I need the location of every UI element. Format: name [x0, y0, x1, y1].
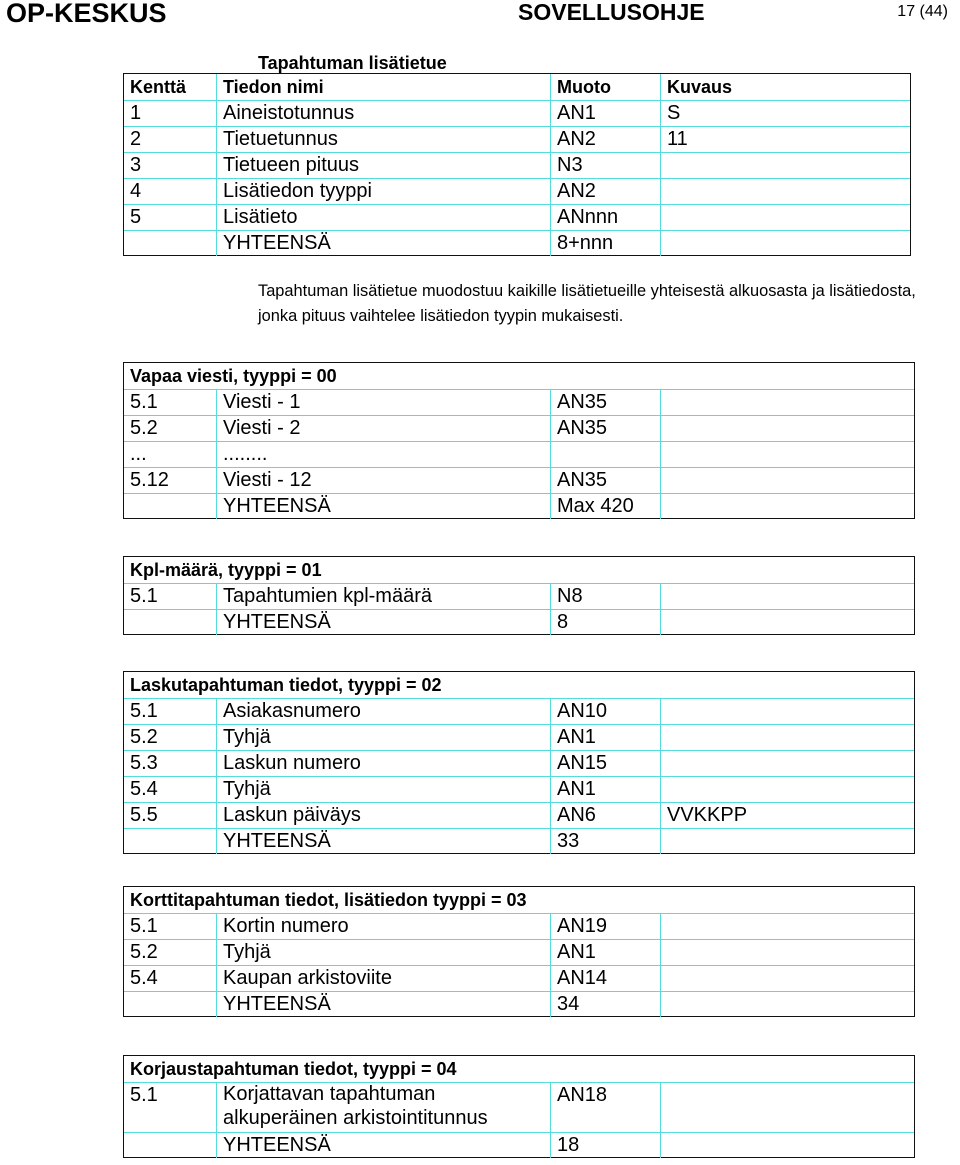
description-cell — [660, 1132, 914, 1158]
table-row — [124, 828, 914, 854]
field-name-cell: YHTEENSÄ — [216, 991, 550, 1017]
table-row — [124, 991, 914, 1017]
section-title-row — [124, 363, 914, 390]
field-no-cell — [124, 1132, 216, 1158]
description-cell — [660, 467, 914, 493]
field-no-cell: 5.4 — [130, 967, 158, 989]
section-table — [123, 362, 915, 519]
description-cell — [660, 776, 914, 802]
description-cell — [660, 389, 914, 415]
table-row — [124, 1082, 914, 1133]
field-name-cell: Tyhjä — [216, 939, 550, 965]
format-cell: AN18 — [550, 1082, 660, 1132]
field-name-cell: YHTEENSÄ — [216, 1132, 550, 1158]
table-row — [124, 415, 914, 442]
section-title-row — [124, 672, 914, 699]
description-paragraph: Tapahtuman lisätietue muodostuu kaikille lisätietueille yhteisestä alkuosasta ja lisätiedosta, jonka pituus vaihtelee lisätiedon tyypin mukaisesti. — [258, 282, 916, 325]
column-header: Kenttä — [130, 77, 187, 97]
format-cell: AN35 — [550, 467, 660, 493]
field-no-cell: 5.1 — [130, 915, 158, 937]
field-no-cell: 4 — [130, 180, 142, 202]
field-name-cell: YHTEENSÄ — [216, 609, 550, 635]
description-cell — [660, 991, 914, 1017]
field-no-cell: 5.5 — [130, 804, 158, 826]
section-title: Kpl-määrä, tyyppi = 01 — [130, 560, 322, 580]
section-title-row — [124, 887, 914, 914]
column-header: Tiedon nimi — [216, 74, 550, 100]
table-row — [124, 750, 914, 777]
description-cell — [660, 828, 914, 854]
table-row — [124, 204, 910, 231]
section-table — [123, 671, 915, 854]
format-cell: N8 — [550, 583, 660, 609]
field-no-cell: 5.1 — [130, 585, 158, 607]
format-cell: 33 — [550, 828, 660, 854]
field-no-cell: 5.2 — [130, 941, 158, 963]
table-row — [124, 724, 914, 751]
section-title: Korjaustapahtuman tiedot, tyyppi = 04 — [130, 1059, 457, 1079]
field-name-cell: Kaupan arkistoviite — [216, 965, 550, 991]
field-name-cell: Tietuetunnus — [216, 126, 550, 152]
description-cell — [660, 583, 914, 609]
format-cell: AN10 — [550, 698, 660, 724]
description-cell: VVKKPP — [660, 802, 914, 828]
format-cell: AN1 — [550, 939, 660, 965]
format-cell: AN19 — [550, 913, 660, 939]
section-table — [123, 556, 915, 635]
field-no-cell: 5 — [130, 206, 142, 228]
field-name-cell: Asiakasnumero — [216, 698, 550, 724]
format-cell: AN6 — [550, 802, 660, 828]
description-cell — [660, 493, 914, 519]
field-name-cell: Viesti - 12 — [216, 467, 550, 493]
table-row — [124, 230, 910, 256]
description-cell — [660, 1082, 914, 1132]
field-name-cell: Kortin numero — [216, 913, 550, 939]
field-no-cell — [124, 991, 216, 1017]
table-row — [124, 802, 914, 829]
section-title-row — [124, 1056, 914, 1083]
page-number: 17 (44) — [897, 3, 948, 20]
field-name-cell: Viesti - 2 — [216, 415, 550, 441]
field-no-cell: 5.12 — [130, 469, 169, 491]
format-cell: 8 — [550, 609, 660, 635]
field-name-cell: YHTEENSÄ — [216, 493, 550, 519]
field-no-cell: 5.1 — [130, 391, 158, 413]
field-no-cell: 2 — [130, 128, 142, 150]
table-row — [124, 583, 914, 610]
field-no-cell: 5.3 — [130, 752, 158, 774]
field-no-cell: 5.2 — [130, 417, 158, 439]
section-title: Laskutapahtuman tiedot, tyyppi = 02 — [130, 675, 442, 695]
format-cell: 34 — [550, 991, 660, 1017]
table-row — [124, 965, 914, 992]
document-title: SOVELLUSOHJE — [518, 0, 705, 25]
table-row — [124, 698, 914, 725]
description-cell — [660, 913, 914, 939]
field-no-cell — [124, 828, 216, 854]
table-row — [124, 152, 910, 179]
field-name-cell: Korjattavan tapahtuman alkuperäinen arkistointitunnus — [216, 1082, 550, 1132]
table-header-row — [124, 74, 910, 101]
description-cell — [660, 939, 914, 965]
field-no-cell: 5.1 — [130, 1084, 158, 1106]
field-name-cell: Laskun päiväys — [216, 802, 550, 828]
field-name-cell: Viesti - 1 — [216, 389, 550, 415]
field-name-cell: Lisätiedon tyyppi — [216, 178, 550, 204]
field-no-cell: ... — [130, 443, 147, 465]
column-header: Kuvaus — [660, 74, 910, 100]
section-table — [123, 886, 915, 1017]
description-cell — [660, 178, 910, 204]
field-name-cell: Laskun numero — [216, 750, 550, 776]
main-table-caption: Tapahtuman lisätietue — [258, 53, 447, 73]
format-cell: N3 — [550, 152, 660, 178]
description-cell — [660, 609, 914, 635]
description-cell — [660, 415, 914, 441]
format-cell: AN2 — [550, 178, 660, 204]
section-title: Vapaa viesti, tyyppi = 00 — [130, 366, 337, 386]
description-cell — [660, 204, 910, 230]
format-cell: AN2 — [550, 126, 660, 152]
table-row — [124, 126, 910, 153]
format-cell: AN1 — [550, 100, 660, 126]
format-cell — [550, 441, 660, 467]
table-row — [124, 389, 914, 416]
format-cell: AN15 — [550, 750, 660, 776]
field-no-cell: 5.1 — [130, 700, 158, 722]
field-name-cell: YHTEENSÄ — [216, 230, 550, 256]
format-cell: ANnnn — [550, 204, 660, 230]
section-title-row — [124, 557, 914, 584]
format-cell: AN35 — [550, 389, 660, 415]
field-no-cell — [124, 493, 216, 519]
description-cell — [660, 441, 914, 467]
field-name-cell: Tietueen pituus — [216, 152, 550, 178]
column-header: Muoto — [550, 74, 660, 100]
description-cell: 11 — [660, 126, 910, 152]
field-no-cell: 5.2 — [130, 726, 158, 748]
table-row — [124, 939, 914, 966]
description-cell — [660, 698, 914, 724]
field-name-cell: Tyhjä — [216, 776, 550, 802]
main-record-table — [123, 73, 911, 256]
description-cell — [660, 750, 914, 776]
table-row — [124, 441, 914, 468]
description-cell — [660, 965, 914, 991]
field-no-cell: 3 — [130, 154, 142, 176]
format-cell: AN14 — [550, 965, 660, 991]
description-cell — [660, 230, 910, 256]
field-name-cell: Lisätieto — [216, 204, 550, 230]
field-no-cell: 1 — [130, 102, 142, 124]
description-cell — [660, 724, 914, 750]
table-row — [124, 100, 910, 127]
field-no-cell — [124, 230, 216, 256]
table-row — [124, 776, 914, 803]
format-cell: AN1 — [550, 776, 660, 802]
section-title: Korttitapahtuman tiedot, lisätiedon tyyppi = 03 — [130, 890, 527, 910]
field-name-cell: YHTEENSÄ — [216, 828, 550, 854]
field-name-cell: Tyhjä — [216, 724, 550, 750]
table-row — [124, 609, 914, 635]
format-cell: Max 420 — [550, 493, 660, 519]
format-cell: 18 — [550, 1132, 660, 1158]
field-name-cell: Aineistotunnus — [216, 100, 550, 126]
format-cell: AN1 — [550, 724, 660, 750]
field-name-cell: Tapahtumien kpl-määrä — [216, 583, 550, 609]
format-cell: 8+nnn — [550, 230, 660, 256]
org-name: OP-KESKUS — [6, 0, 167, 28]
description-cell: S — [660, 100, 910, 126]
field-name-cell: ........ — [216, 441, 550, 467]
table-row — [124, 467, 914, 494]
table-row — [124, 493, 914, 519]
format-cell: AN35 — [550, 415, 660, 441]
section-table — [123, 1055, 915, 1158]
table-row — [124, 913, 914, 940]
table-row — [124, 1132, 914, 1158]
field-no-cell: 5.4 — [130, 778, 158, 800]
field-no-cell — [124, 609, 216, 635]
table-row — [124, 178, 910, 205]
description-cell — [660, 152, 910, 178]
